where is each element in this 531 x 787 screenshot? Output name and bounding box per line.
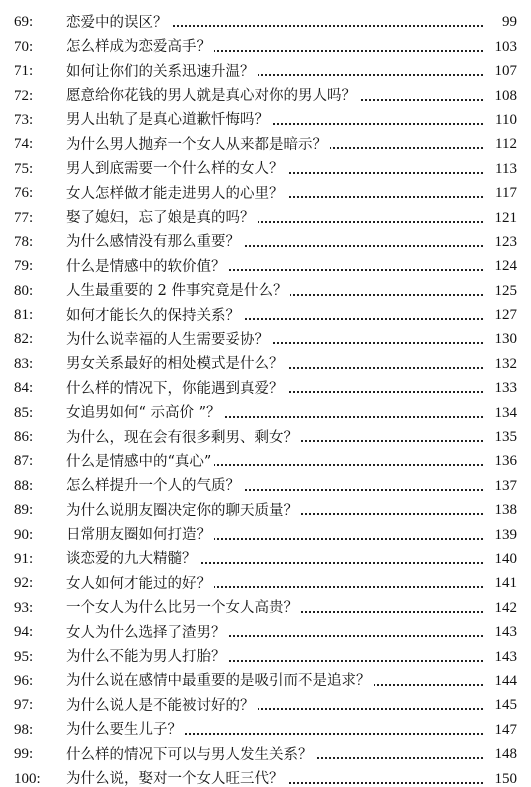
entry-number: 77:	[14, 209, 34, 226]
entry-number: 88:	[14, 477, 34, 494]
toc-entry[interactable]	[0, 689, 531, 713]
toc-entry[interactable]	[0, 543, 531, 567]
toc-entry[interactable]	[0, 713, 531, 737]
toc-entry[interactable]	[0, 55, 531, 79]
entry-page-number: 103	[485, 40, 517, 55]
entry-number: 69:	[14, 14, 34, 31]
toc-entry[interactable]	[0, 177, 531, 201]
entry-page-number: 125	[485, 284, 517, 299]
entry-title: 一个女人为什么比另一个女人高贵？	[66, 601, 301, 616]
entry-page-number: 143	[485, 650, 517, 665]
entry-title: 女人为什么选择了渣男？	[66, 626, 229, 641]
entry-number: 87:	[14, 453, 34, 470]
entry-number: 95:	[14, 648, 34, 665]
toc-entry[interactable]	[0, 372, 531, 396]
entry-page-number: 127	[485, 308, 517, 323]
entry-title: 为什么说人是不能被讨好的？	[66, 699, 258, 714]
entry-number: 86:	[14, 429, 34, 446]
entry-number: 78:	[14, 233, 34, 250]
entry-page-number: 136	[485, 454, 517, 469]
entry-page-number: 139	[485, 528, 517, 543]
entry-number: 79:	[14, 258, 34, 275]
toc-entry[interactable]	[0, 347, 531, 371]
entry-number: 71:	[14, 63, 34, 80]
entry-page-number: 135	[485, 430, 517, 445]
entry-number: 70:	[14, 38, 34, 55]
entry-number: 73:	[14, 111, 34, 128]
entry-title: 为什么不能为男人打胎？	[66, 650, 229, 665]
toc-entry[interactable]	[0, 152, 531, 176]
entry-title: 什么样的情况下可以与男人发生关系？	[66, 748, 316, 763]
toc-entry[interactable]	[0, 201, 531, 225]
entry-page-number: 112	[485, 137, 517, 152]
toc-entry[interactable]	[0, 665, 531, 689]
entry-title: 男女关系最好的相处模式是什么？	[66, 357, 287, 372]
toc-entry[interactable]	[0, 591, 531, 615]
entry-number: 75:	[14, 160, 34, 177]
entry-title: 娶了媳妇，忘了娘是真的吗？	[66, 211, 258, 226]
entry-page-number: 113	[485, 162, 517, 177]
toc-entry[interactable]	[0, 104, 531, 128]
entry-title: 什么是情感中的软价值？	[66, 260, 229, 275]
entry-title: 谈恋爱的九大精髓？	[66, 552, 200, 567]
entry-page-number: 140	[485, 552, 517, 567]
entry-number: 94:	[14, 624, 34, 641]
entry-title: 为什么说朋友圈决定你的聊天质量？	[66, 504, 301, 519]
entry-page-number: 137	[485, 479, 517, 494]
entry-title: 为什么感情没有那么重要？	[66, 235, 243, 250]
entry-number: 93:	[14, 599, 34, 616]
toc-entry[interactable]	[0, 6, 531, 30]
toc-entry[interactable]	[0, 616, 531, 640]
entry-page-number: 141	[485, 576, 517, 591]
entry-page-number: 138	[485, 503, 517, 518]
entry-page-number: 142	[485, 601, 517, 616]
entry-page-number: 134	[485, 406, 517, 421]
entry-page-number: 107	[485, 64, 517, 79]
entry-number: 76:	[14, 185, 34, 202]
entry-number: 91:	[14, 550, 34, 567]
entry-title: 为什么要生儿子？	[66, 723, 185, 738]
entry-title: 为什么说在感情中最重要的是吸引而不是追求？	[66, 674, 374, 689]
toc-entry[interactable]	[0, 79, 531, 103]
entry-title: 怎么样提升一个人的气质？	[66, 479, 243, 494]
toc-entry[interactable]	[0, 226, 531, 250]
entry-number: 84:	[14, 380, 34, 397]
entry-title: 如何让你们的关系迅速升温？	[66, 65, 258, 80]
entry-title: 女人怎样做才能走进男人的心里？	[66, 187, 287, 202]
entry-page-number: 108	[485, 89, 517, 104]
entry-number: 74:	[14, 136, 34, 153]
entry-title: 为什么男人抛弃一个女人从来都是暗示？	[66, 138, 330, 153]
entry-number: 96:	[14, 672, 34, 689]
entry-page-number: 147	[485, 723, 517, 738]
entry-title: 人生最重要的 2 件事究竟是什么？	[66, 284, 290, 299]
entry-page-number: 121	[485, 211, 517, 226]
entry-title: 女人如何才能过的好？	[66, 577, 214, 592]
entry-title: 什么样的情况下，你能遇到真爱？	[66, 382, 287, 397]
entry-number: 72:	[14, 87, 34, 104]
entry-title: 女追男如何“ 示高价 ”？	[66, 406, 224, 421]
entry-title: 什么是情感中的“真心”	[66, 455, 214, 470]
toc-entry[interactable]	[0, 518, 531, 542]
toc-entry[interactable]	[0, 567, 531, 591]
entry-page-number: 110	[485, 113, 517, 128]
entry-title: 怎么样成为恋爱高手？	[66, 40, 214, 55]
entry-page-number: 132	[485, 357, 517, 372]
toc-entry[interactable]	[0, 323, 531, 347]
entry-number: 97:	[14, 697, 34, 714]
entry-number: 89:	[14, 502, 34, 519]
entry-number: 83:	[14, 355, 34, 372]
entry-page-number: 117	[485, 186, 517, 201]
entry-page-number: 123	[485, 235, 517, 250]
entry-number: 100:	[14, 770, 41, 787]
toc-entry[interactable]	[0, 250, 531, 274]
entry-page-number: 143	[485, 625, 517, 640]
toc-entry[interactable]	[0, 30, 531, 54]
entry-title: 愿意给你花钱的男人就是真心对你的男人吗？	[66, 89, 359, 104]
entry-title: 为什么说幸福的人生需要妥协？	[66, 333, 272, 348]
toc-entry[interactable]	[0, 445, 531, 469]
entry-page-number: 144	[485, 674, 517, 689]
entry-title: 为什么，现在会有很多剩男、剩女？	[66, 431, 301, 446]
entry-number: 80:	[14, 282, 34, 299]
toc-entry[interactable]	[0, 299, 531, 323]
toc-entry[interactable]	[0, 762, 531, 786]
entry-page-number: 148	[485, 747, 517, 762]
entry-number: 92:	[14, 575, 34, 592]
entry-number: 99:	[14, 746, 34, 763]
toc-entry[interactable]	[0, 469, 531, 493]
toc-entry[interactable]	[0, 640, 531, 664]
toc-entry[interactable]	[0, 738, 531, 762]
entry-number: 85:	[14, 404, 34, 421]
toc-entry[interactable]	[0, 421, 531, 445]
entry-page-number: 150	[485, 772, 517, 787]
entry-title: 如何才能长久的保持关系？	[66, 309, 243, 324]
entry-number: 98:	[14, 721, 34, 738]
toc-entry[interactable]	[0, 494, 531, 518]
entry-page-number: 133	[485, 381, 517, 396]
toc-entry[interactable]	[0, 128, 531, 152]
toc-entry[interactable]	[0, 396, 531, 420]
entry-number: 82:	[14, 331, 34, 348]
entry-title: 男人出轨了是真心道歉忏悔吗？	[66, 113, 272, 128]
entry-title: 日常朋友圈如何打造？	[66, 528, 214, 543]
entry-number: 90:	[14, 526, 34, 543]
entry-title: 恋爱中的误区？	[66, 16, 171, 31]
entry-title: 为什么说，娶对一个女人旺三代？	[66, 772, 287, 787]
entry-page-number: 145	[485, 698, 517, 713]
entry-page-number: 99	[485, 15, 517, 30]
entry-title: 男人到底需要一个什么样的女人？	[66, 162, 287, 177]
entry-page-number: 124	[485, 259, 517, 274]
entry-page-number: 130	[485, 332, 517, 347]
entry-number: 81:	[14, 307, 34, 324]
toc-entry[interactable]	[0, 274, 531, 298]
